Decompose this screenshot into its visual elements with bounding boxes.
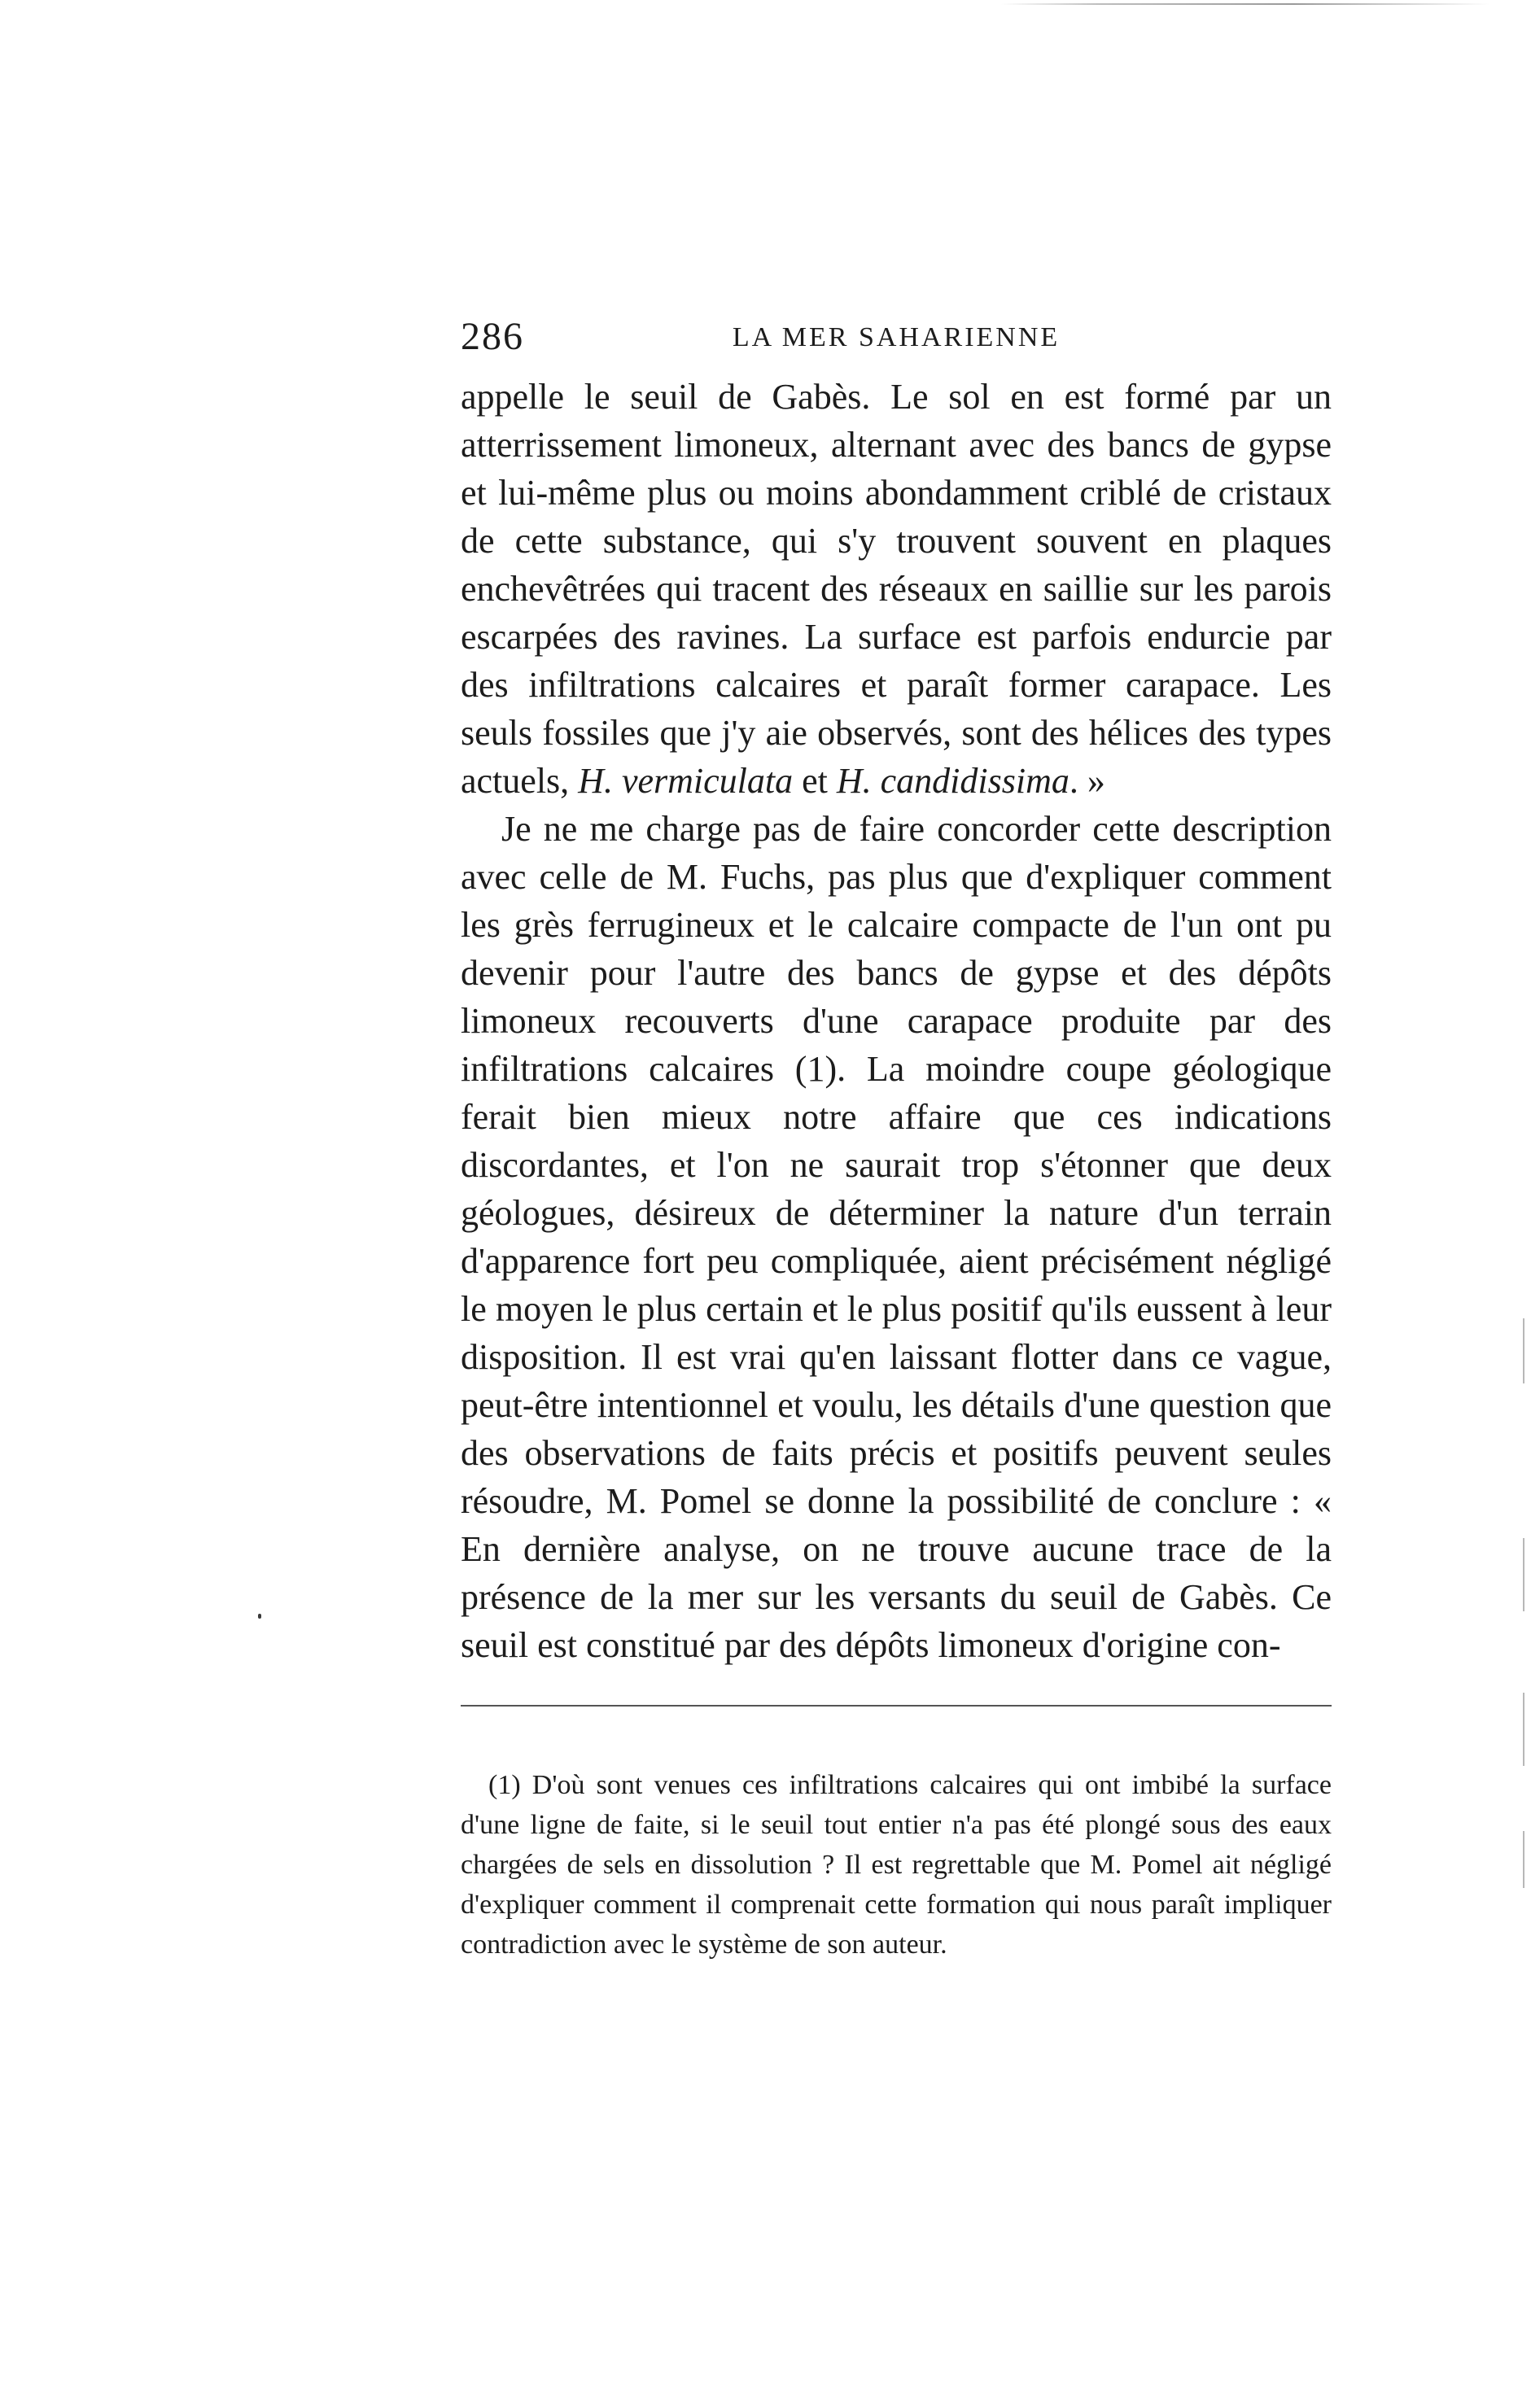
footnote: (1) D'où sont venues ces infiltrations calcaires qui ont imbibé la surface d'une ligne de faite, si le seuil tout entier n'a pas été plongé sous des eaux chargées de sels en dissolution ? Il est regrettable que M. Pomel ait négligé d'expliquer comment il comprenait cette formation qui nous paraît impliquer contradiction avec le système de son auteur. <box>461 1770 1332 1960</box>
running-head <box>461 314 1332 363</box>
page-number: 286 <box>461 315 524 358</box>
header-title: LA MER SAHARIENNE <box>732 322 1061 352</box>
connector-text: et <box>793 761 837 801</box>
paragraph-1 <box>461 373 1332 805</box>
species-name-2: H. candidissima <box>836 761 1070 801</box>
scan-edge-mark <box>1523 1538 1524 1611</box>
scan-edge-mark <box>1523 1318 1524 1383</box>
body-text <box>461 373 1332 1669</box>
scan-edge-line <box>1001 3 1489 5</box>
scan-edge-mark <box>1523 1831 1524 1888</box>
footnote-divider <box>461 1705 1332 1707</box>
paragraph-2: Je ne me charge pas de faire concorder cette description avec celle de M. Fuchs, pas plus que d'expliquer comment les grès ferrugineux et le calcaire compacte de l'un ont pu devenir pour l'autre des bancs de gypse et des dépôts limoneux recouverts d'une carapace produite par des infiltrations calcaires (1). La moindre coupe géologique ferait bien mieux notre affaire que ces indications discordantes, et l'on ne saurait trop s'étonner que deux géologues, désireux de déterminer la nature d'un terrain d'apparence fort peu compliquée, aient précisément négligé le moyen le plus certain et le plus positif qu'ils eussent à leur disposition. Il est vrai qu'en laissant flotter dans ce vague, peut-être intentionnel et voulu, les détails d'une question que des observations de faits précis et positifs peuvent seules résoudre, M. Pomel se donne la possibilité de conclure : « En dernière analyse, on ne trouve aucune trace de la présence de la mer sur les versants du seuil de Gabès. Ce seuil est constitué par des dépôts limoneux d'origine con- <box>461 809 1332 1665</box>
paragraph-1-text: appelle le seuil de Gabès. Le sol en est formé par un atterrissement limoneux, alternant avec des bancs de gypse et lui-même plus ou moins abondamment criblé de cristaux de cette substance, qui s'y trouvent souvent en plaques enchevêtrées qui tracent des réseaux en saillie sur les parois escarpées des ravines. La surface est parfois endurcie par des infiltrations calcaires et paraît former carapace. Les seuls fossiles que j'y aie observés, sont des hélices des types actuels, <box>461 377 1332 801</box>
scan-speck <box>258 1614 261 1619</box>
scan-edge-mark <box>1523 1693 1524 1766</box>
species-name-1: H. vermiculata <box>578 761 794 801</box>
paragraph-1-end: . » <box>1069 761 1105 801</box>
